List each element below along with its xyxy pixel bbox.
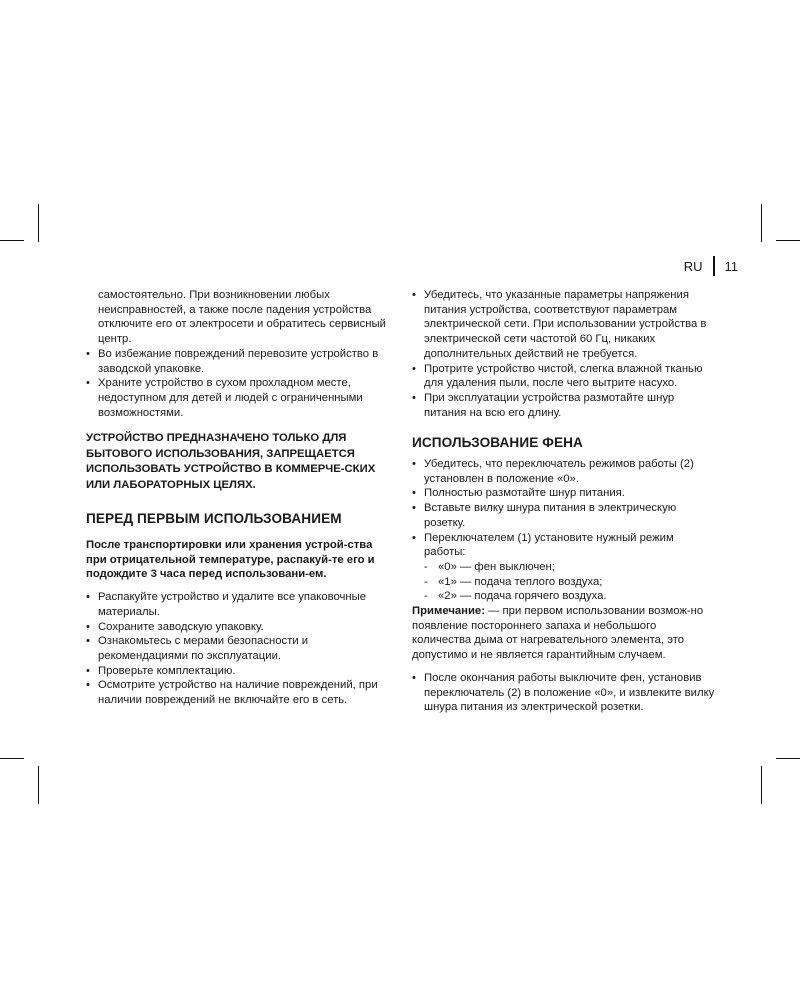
usage-warning: УСТРОЙСТВО ПРЕДНАЗНАЧЕНО ТОЛЬКО ДЛЯ БЫТОВОГО ИСПОЛЬЗОВАНИЯ, ЗАПРЕЩАЕТСЯ ИСПОЛЬЗОВАТЬ УСТРОЙСТВО В КОММЕРЧЕ-СКИХ ИЛИ ЛАБОРАТОРНЫХ ЦЕЛЯХ.	[86, 432, 376, 491]
list-item: • Храните устройство в сухом прохладном месте, недоступном для детей и людей с ограниченными возможностями.	[86, 376, 391, 420]
crop-mark	[776, 240, 800, 241]
list-item: • Вставьте вилку шнура питания в электрическую розетку.	[412, 501, 717, 530]
list-item: • Во избежание повреждений перевозите устройство в заводской упаковке.	[86, 347, 391, 376]
list-item: • Убедитесь, что переключатель режимов работы (2) установлен в положение «0».	[412, 457, 717, 486]
list-item: • При эксплуатации устройства размотайте шнур питания на всю его длину.	[412, 391, 717, 420]
list-item: • Убедитесь, что указанные параметры напряжения питания устройства, соответствуют параметрам электрической сети. При использовании устройства в электрической сети частотой 60 Гц, никаких дополнительных действий не требуется.	[412, 288, 717, 362]
first-use-list	[86, 590, 391, 708]
language-label: RU	[683, 258, 703, 274]
transport-notice: После транспортировки или хранения устрой-ства при отрицательной температуре, распакуй-те его и подождите 3 часа перед использовани-ем.	[86, 539, 375, 581]
list-item: • Осмотрите устройство на наличие повреждений, при наличии повреждений не включайте его в сеть.	[86, 678, 391, 707]
list-item: • Полностью размотайте шнур питания.	[412, 486, 717, 501]
list-item: • Протрите устройство чистой, слегка влажной тканью для удаления пыли, после чего вытрите насухо.	[412, 362, 717, 391]
mode-item: - «0» — фен выключен;	[424, 560, 717, 575]
crop-mark	[776, 758, 800, 759]
note-text: — при первом использовании возмож-но появление постороннего запаха и небольшого количества дыма от нагревательного элемента, это допустимо и не является гарантийным случаем.	[412, 605, 704, 662]
crop-mark	[0, 758, 24, 759]
mode-list	[412, 560, 717, 604]
note-label: Примечание:	[412, 605, 485, 618]
usage-list	[412, 457, 717, 560]
continuation-text: самостоятельно. При возникновении любых неисправностей, а также после падения устройства отключите его от электросети и обратитесь сервисный центр.	[98, 289, 386, 346]
mode-item: - «2» — подача горячего воздуха.	[424, 589, 717, 604]
list-item: • Проверьте комплектацию.	[86, 664, 391, 679]
list-item: • Распакуйте устройство и удалите все упаковочные материалы.	[86, 590, 391, 619]
crop-mark	[38, 204, 39, 242]
header-divider	[713, 256, 715, 276]
finish-list	[412, 671, 717, 715]
crop-mark	[761, 204, 762, 242]
list-item: • После окончания работы выключите фен, установив переключатель (2) в положение «0», и извлеките вилку шнура питания из электрической розетки.	[412, 671, 717, 715]
crop-mark	[761, 766, 762, 804]
crop-mark	[0, 240, 24, 241]
crop-mark	[38, 766, 39, 804]
right-column	[412, 288, 717, 715]
list-item: • Сохраните заводскую упаковку.	[86, 620, 391, 635]
preparation-list	[412, 288, 717, 420]
list-item: • Ознакомьтесь с мерами безопасности и рекомендациями по эксплуатации.	[86, 634, 391, 663]
page-number: 11	[724, 258, 738, 274]
list-item: • Переключателем (1) установите нужный режим работы:	[412, 531, 717, 560]
note-paragraph	[412, 604, 717, 663]
section-title-using-dryer: ИСПОЛЬЗОВАНИЕ ФЕНА	[412, 435, 583, 451]
left-column	[86, 288, 391, 708]
section-title-before-first-use: ПЕРЕД ПЕРВЫМ ИСПОЛЬЗОВАНИЕМ	[86, 511, 342, 527]
mode-item: - «1» — подача теплого воздуха;	[424, 575, 717, 590]
storage-list	[86, 347, 391, 421]
page-header	[684, 256, 738, 276]
